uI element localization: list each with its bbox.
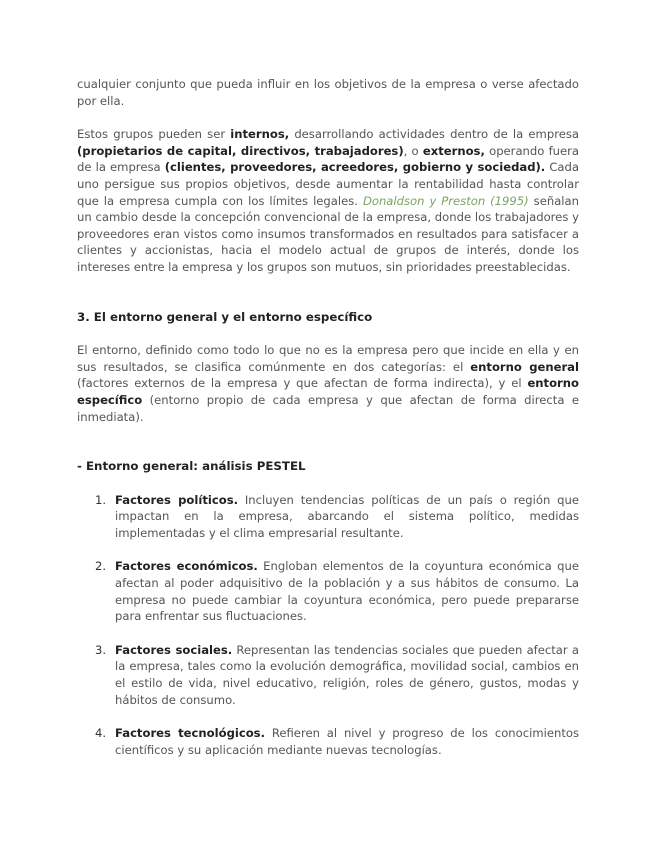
paragraph-text: cualquier conjunto que pueda influir en los objetivos de la empresa o verse afectado por ella. <box>77 77 579 108</box>
paragraph-stakeholder-groups <box>77 126 579 275</box>
bold-term-external-groups: (clientes, proveedores, acreedores, gobierno y sociedad). <box>164 160 546 175</box>
paragraph-entorno-definition <box>77 342 579 425</box>
bold-term-internos: internos, <box>230 127 290 142</box>
list-item-text: Incluyen tendencias políticas de un país o región que impactan en la empresa, abarcando el sistema político, medidas implementadas y el clima empresarial resultante. <box>115 492 579 540</box>
citation-donaldson-preston: Donaldson y Preston (1995) <box>362 193 529 208</box>
list-item-sociales <box>77 642 579 708</box>
list-item-text: Engloban elementos de la coyuntura económica que afectan al poder adquisitivo de la población y a sus hábitos de consumo. La empresa no puede cambiar la coyuntura económica, pero puede prepararse para enfrentar sus fluctuaciones. <box>115 559 580 624</box>
bold-term-externos: externos, <box>422 143 485 158</box>
section-heading-entorno: 3. El entorno general y el entorno específico <box>77 309 373 324</box>
list-item-title: Factores políticos. <box>115 492 238 507</box>
list-number: 3. <box>95 642 107 657</box>
list-item-text: Representan las tendencias sociales que pueden afectar a la empresa, tales como la evolución demográfica, movilidad social, cambios en el estilo de vida, nivel educativo, religión, roles de género, gustos, modas y hábitos de consumo. <box>115 642 579 707</box>
list-item-title: Factores tecnológicos. <box>115 726 265 741</box>
text-run: , o <box>403 143 423 158</box>
text-run: (factores externos de la empresa y que afectan de forma indirecta), y el <box>77 376 528 391</box>
text-run: operando fuera de la empresa <box>77 143 580 175</box>
bold-term-entorno-general: entorno general <box>470 359 579 374</box>
subheading-pestel: - Entorno general: análisis PESTEL <box>77 459 306 474</box>
bold-term-internal-groups: (propietarios de capital, directivos, trabajadores) <box>77 143 404 158</box>
text-run: Estos grupos pueden ser <box>77 127 231 142</box>
list-item-title: Factores económicos. <box>115 559 258 574</box>
list-number: 2. <box>95 559 107 574</box>
list-item-title: Factores sociales. <box>115 642 233 657</box>
text-run: Cada uno persigue sus propios objetivos, desde aumentar la rentabilidad hasta controlar que la empresa cumpla con los límites legales. <box>77 160 579 208</box>
list-item-tecnologicos <box>77 725 579 758</box>
list-number: 4. <box>95 726 107 741</box>
list-number: 1. <box>95 492 107 507</box>
pestel-list <box>77 492 579 759</box>
text-run: (entorno propio de cada empresa y que afectan de forma directa e inmediata). <box>77 392 579 424</box>
text-run: señalan un cambio desde la concepción convencional de la empresa, donde los trabajadores y proveedores eran vistos como insumos transformados en resultados para satisfacer a clientes y accionistas, hacia el modelo actual de grupos de interés, donde los intereses entre la empresa y los grupos son mutuos, sin prioridades preestablecidas. <box>77 193 579 274</box>
text-run: desarrollando actividades dentro de la empresa <box>289 127 579 142</box>
list-item-economicos <box>77 558 579 624</box>
document-body <box>77 76 579 758</box>
text-run: El entorno, definido como todo lo que no es la empresa pero que incide en ella y en sus resultados, se clasifica comúnmente en dos categorías: el <box>77 343 579 374</box>
bold-term-entorno-especifico: entorno específico <box>77 376 579 407</box>
list-item-politicos <box>77 492 579 542</box>
paragraph-stakeholders-definition <box>77 76 579 109</box>
list-item-text: Refieren al nivel y progreso de los conocimientos científicos y su aplicación mediante nuevas tecnologías. <box>115 726 579 757</box>
